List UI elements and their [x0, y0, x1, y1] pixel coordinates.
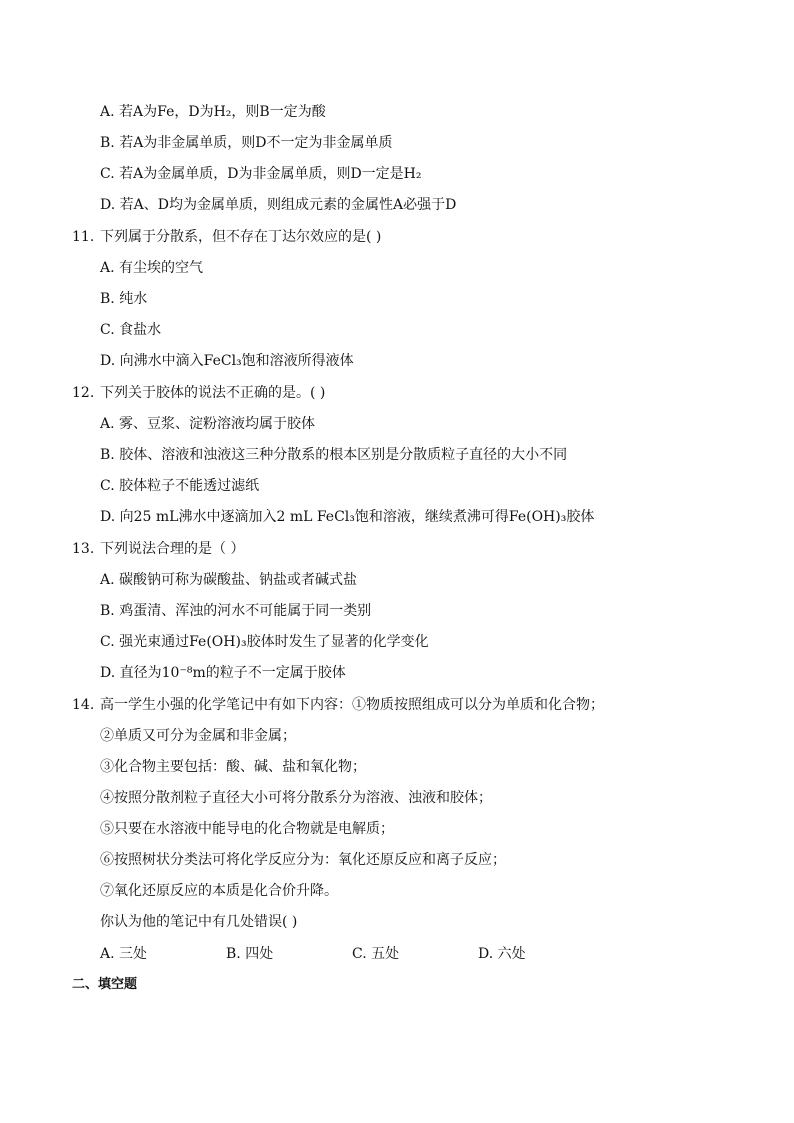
- question-number: 12.: [72, 385, 95, 401]
- question-stem: 下列说法合理的是（ ）: [100, 541, 245, 557]
- q13-option-d: D. 直径为10⁻⁸m的粒子不一定属于胶体: [100, 665, 346, 681]
- q14-note-4: ④按照分散剂粒子直径大小可将分散系分为溶液、浊液和胶体；: [100, 790, 492, 806]
- question-stem: 下列关于胶体的说法不正确的是。( ): [100, 385, 326, 401]
- q14-note-5: ⑤只要在水溶液中能导电的化合物就是电解质；: [100, 821, 394, 837]
- question-number: 13.: [72, 541, 95, 557]
- q14-note-2: ②单质又可分为金属和非金属；: [100, 728, 296, 744]
- q14-option-d: D. 六处: [478, 946, 526, 962]
- prev-option-a: A. 若A为Fe，D为H₂，则B一定为酸: [100, 104, 326, 120]
- section-title: 二、填空题: [72, 977, 138, 992]
- q11-option-a: A. 有尘埃的空气: [100, 260, 204, 276]
- q13-option-b: B. 鸡蛋清、浑浊的河水不可能属于同一类别: [100, 603, 372, 619]
- q14-note-7: ⑦氧化还原反应的本质是化合价升降。: [100, 883, 338, 899]
- q14-option-a: A. 三处: [100, 946, 148, 962]
- question-number: 11.: [72, 229, 95, 245]
- q12-option-c: C. 胶体粒子不能透过滤纸: [100, 478, 260, 494]
- q12-option-a: A. 雾、豆浆、淀粉溶液均属于胶体: [100, 416, 316, 432]
- q14-option-c: C. 五处: [352, 946, 400, 962]
- q14-question: 你认为他的笔记中有几处错误( ): [100, 914, 298, 930]
- prev-option-d: D. 若A、D均为金属单质，则组成元素的金属性A必强于D: [100, 197, 457, 213]
- q11-option-c: C. 食盐水: [100, 322, 162, 338]
- q13-option-c: C. 强光束通过Fe(OH)₃胶体时发生了显著的化学变化: [100, 634, 429, 650]
- q12-option-d: D. 向25 mL沸水中逐滴加入2 mL FeCl₃饱和溶液，继续煮沸可得Fe(OH)₃胶体: [100, 509, 595, 525]
- q11-option-b: B. 纯水: [100, 291, 148, 307]
- question-stem: 下列属于分散系，但不存在丁达尔效应的是( ): [100, 229, 382, 245]
- q14-option-b: B. 四处: [226, 946, 274, 962]
- q14-options: [100, 944, 604, 964]
- question-stem: 高一学生小强的化学笔记中有如下内容：①物质按照组成可以分为单质和化合物；: [100, 697, 604, 713]
- q11-option-d: D. 向沸水中滴入FeCl₃饱和溶液所得液体: [100, 353, 354, 369]
- q14-note-3: ③化合物主要包括：酸、碱、盐和氧化物；: [100, 759, 366, 775]
- q12-option-b: B. 胶体、溶液和浊液这三种分散系的根本区别是分散质粒子直径的大小不同: [100, 447, 568, 463]
- q14-note-6: ⑥按照树状分类法可将化学反应分为：氧化还原反应和离子反应；: [100, 852, 506, 868]
- prev-option-b: B. 若A为非金属单质，则D不一定为非金属单质: [100, 135, 393, 151]
- prev-option-c: C. 若A为金属单质，D为非金属单质，则D一定是H₂: [100, 166, 422, 182]
- question-number: 14.: [72, 697, 95, 713]
- q13-option-a: A. 碳酸钠可称为碳酸盐、钠盐或者碱式盐: [100, 572, 358, 588]
